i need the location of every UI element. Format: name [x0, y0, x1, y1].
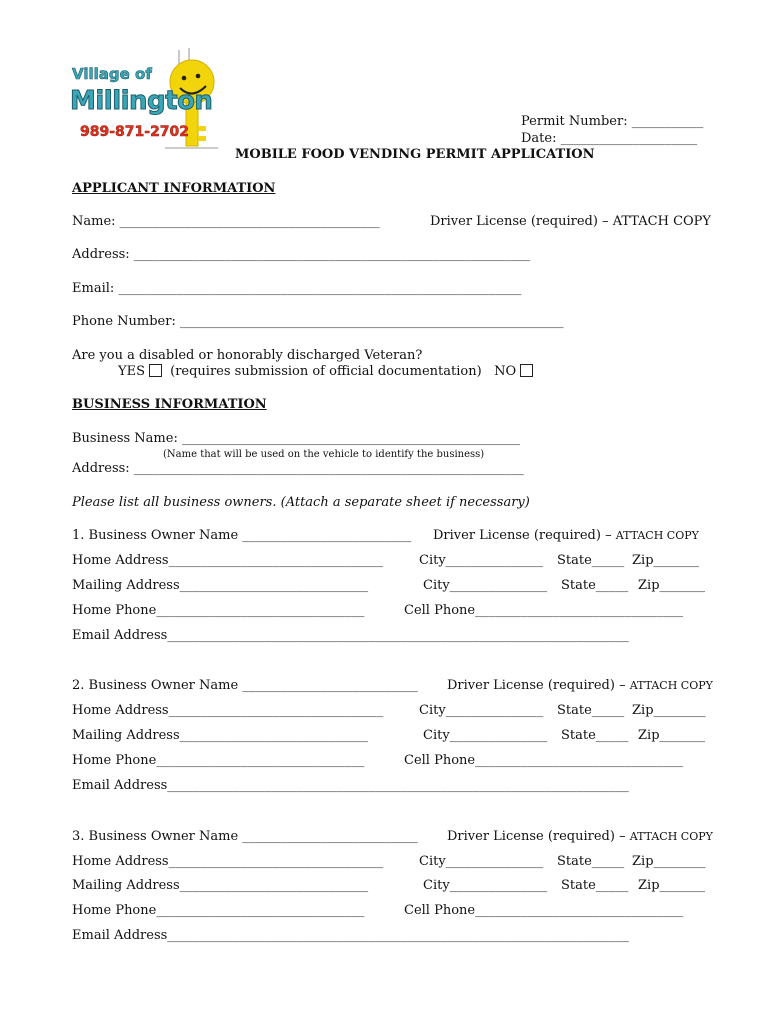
business-address-field[interactable]: Address: ____________________________________________________________: [72, 461, 524, 476]
attach-copy-text: ATTACH COPY: [629, 679, 713, 692]
mailing-zip-field[interactable]: Zip_______: [638, 728, 706, 743]
mailing-address-field[interactable]: Mailing Address_____________________________: [72, 878, 369, 893]
mailing-address-field[interactable]: Mailing Address_____________________________: [72, 578, 369, 593]
home-address-field[interactable]: Home Address_________________________________: [72, 553, 384, 568]
village-logo: [70, 48, 220, 153]
home-city-field[interactable]: City_______________: [419, 553, 544, 568]
logo-line2: Millington: [70, 86, 213, 116]
mailing-zip-field[interactable]: Zip_______: [638, 878, 706, 893]
yes-checkbox[interactable]: [149, 364, 162, 377]
no-checkbox[interactable]: [520, 364, 533, 377]
applicant-address-field[interactable]: Address: _____________________________________________________________: [72, 247, 531, 262]
logo-phone: 989-871-2702: [80, 124, 190, 140]
page-title: MOBILE FOOD VENDING PERMIT APPLICATION: [235, 147, 595, 162]
applicant-phone-field[interactable]: Phone Number: ___________________________________________________________: [72, 314, 564, 329]
attach-copy-text: ATTACH COPY: [615, 529, 699, 542]
home-city-field[interactable]: City_______________: [419, 854, 544, 869]
license-text: Driver License (required) –: [447, 829, 626, 844]
owner-name-field[interactable]: 3. Business Owner Name ___________________________: [72, 829, 418, 844]
license-text: Driver License (required) –: [433, 528, 612, 543]
home-address-field[interactable]: Home Address_________________________________: [72, 703, 384, 718]
business-name-note: (Name that will be used on the vehicle to identify the business): [163, 449, 485, 460]
home-state-field[interactable]: State_____: [557, 553, 625, 568]
mailing-city-field[interactable]: City_______________: [423, 578, 548, 593]
home-phone-field[interactable]: Home Phone________________________________: [72, 603, 365, 618]
owner-name-field[interactable]: 2. Business Owner Name ___________________________: [72, 678, 418, 693]
mailing-state-field[interactable]: State_____: [561, 878, 629, 893]
home-zip-field[interactable]: Zip_______: [632, 553, 700, 568]
home-state-field[interactable]: State_____: [557, 703, 625, 718]
mailing-zip-field[interactable]: Zip_______: [638, 578, 706, 593]
veteran-question: Are you a disabled or honorably discharged Veteran?: [72, 348, 423, 363]
owner-license-label: [447, 829, 713, 845]
license-text: Driver License (required) –: [447, 678, 626, 693]
home-city-field[interactable]: City_______________: [419, 703, 544, 718]
no-label: NO: [494, 364, 517, 379]
business-heading: BUSINESS INFORMATION: [72, 397, 267, 412]
home-phone-field[interactable]: Home Phone________________________________: [72, 753, 365, 768]
home-state-field[interactable]: State_____: [557, 854, 625, 869]
veteran-options: [118, 364, 537, 380]
yes-label: YES: [118, 364, 145, 379]
cell-phone-field[interactable]: Cell Phone________________________________: [404, 903, 684, 918]
applicant-heading: APPLICANT INFORMATION: [72, 181, 276, 196]
home-zip-field[interactable]: Zip________: [632, 703, 706, 718]
business-name-field[interactable]: Business Name: ____________________________________________________: [72, 431, 520, 446]
owner-license-label: [433, 528, 699, 544]
home-address-field[interactable]: Home Address_________________________________: [72, 854, 384, 869]
logo-line1: Village of: [72, 65, 152, 83]
documentation-note: (requires submission of official documentation): [170, 364, 482, 379]
permit-number-field[interactable]: Permit Number: ___________: [521, 114, 704, 129]
mailing-city-field[interactable]: City_______________: [423, 728, 548, 743]
applicant-email-field[interactable]: Email: ______________________________________________________________: [72, 281, 522, 296]
owners-instruction: Please list all business owners. (Attach a separate sheet if necessary): [72, 495, 530, 510]
owner-name-field[interactable]: 1. Business Owner Name __________________________: [72, 528, 412, 543]
mailing-state-field[interactable]: State_____: [561, 578, 629, 593]
date-field[interactable]: Date: _____________________: [521, 131, 698, 146]
mailing-address-field[interactable]: Mailing Address_____________________________: [72, 728, 369, 743]
mailing-state-field[interactable]: State_____: [561, 728, 629, 743]
driver-license-label: Driver License (required) – ATTACH COPY: [430, 214, 711, 229]
home-phone-field[interactable]: Home Phone________________________________: [72, 903, 365, 918]
email-field[interactable]: Email Address_______________________________________________________________________: [72, 928, 629, 943]
cell-phone-field[interactable]: Cell Phone________________________________: [404, 603, 684, 618]
mailing-city-field[interactable]: City_______________: [423, 878, 548, 893]
home-zip-field[interactable]: Zip________: [632, 854, 706, 869]
cell-phone-field[interactable]: Cell Phone________________________________: [404, 753, 684, 768]
email-field[interactable]: Email Address_______________________________________________________________________: [72, 778, 629, 793]
applicant-name-field[interactable]: Name: ________________________________________: [72, 214, 380, 229]
owner-license-label: [447, 678, 713, 694]
attach-copy-text: ATTACH COPY: [629, 830, 713, 843]
email-field[interactable]: Email Address_______________________________________________________________________: [72, 628, 629, 643]
